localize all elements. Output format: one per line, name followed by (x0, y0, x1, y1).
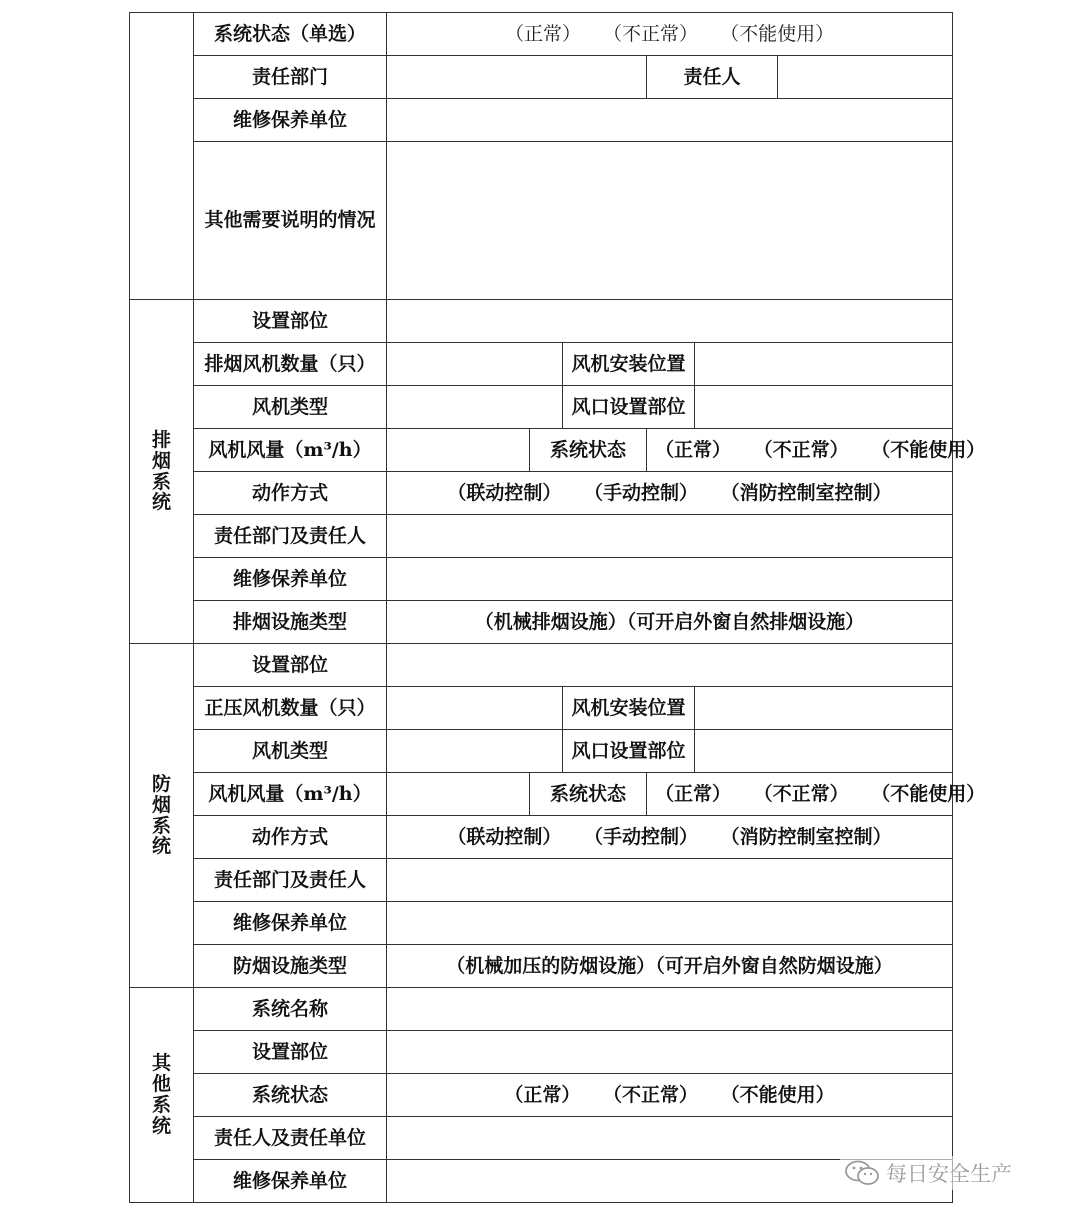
status-option-normal[interactable]: （正常） (504, 1083, 581, 1106)
prevention-airflow-field[interactable] (387, 773, 530, 816)
status-option-abnormal[interactable]: （不正常） (603, 22, 699, 45)
general-person-label: 责任人 (647, 56, 778, 99)
status-option-normal[interactable]: （正常） (655, 782, 732, 805)
other-status-options[interactable] (387, 1074, 953, 1117)
action-option-linked[interactable]: （联动控制） (447, 481, 562, 504)
exhaust-status-options[interactable] (647, 429, 986, 472)
prevention-vent-location-field[interactable] (695, 730, 953, 773)
exhaust-airflow-field[interactable] (387, 429, 530, 472)
prevention-airflow-label: 风机风量（m³/h） (194, 773, 387, 816)
exhaust-resp-field[interactable] (387, 515, 953, 558)
other-maint-label: 维修保养单位 (194, 1160, 387, 1203)
prevention-maint-label: 维修保养单位 (194, 902, 387, 945)
inspection-form-table (129, 12, 986, 1203)
exhaust-vent-location-field[interactable] (695, 386, 953, 429)
exhaust-action-label: 动作方式 (194, 472, 387, 515)
prevention-facility-type-label: 防烟设施类型 (194, 945, 387, 988)
action-option-control-room[interactable]: （消防控制室控制） (720, 825, 892, 848)
prevention-location-field[interactable] (387, 644, 953, 687)
status-option-normal[interactable]: （正常） (504, 22, 581, 45)
prevention-facility-type-options[interactable]: （机械加压的防烟设施）（可开启外窗自然防烟设施） (387, 945, 953, 988)
general-status-label: 系统状态（单选） (194, 13, 387, 56)
general-section-cell (130, 13, 194, 300)
prevention-maint-field[interactable] (387, 902, 953, 945)
prevention-fan-install-field[interactable] (695, 687, 953, 730)
wechat-icon (844, 1159, 880, 1187)
prevention-action-label: 动作方式 (194, 816, 387, 859)
prevention-location-label: 设置部位 (194, 644, 387, 687)
other-status-label: 系统状态 (194, 1074, 387, 1117)
status-option-unusable[interactable]: （不能使用） (720, 1083, 835, 1106)
exhaust-facility-type-options[interactable]: （机械排烟设施）（可开启外窗自然排烟设施） (387, 601, 953, 644)
action-option-manual[interactable]: （手动控制） (584, 825, 699, 848)
exhaust-location-field[interactable] (387, 300, 953, 343)
smoke-prevention-section-title: 防烟系统 (130, 644, 194, 988)
prevention-resp-field[interactable] (387, 859, 953, 902)
exhaust-fan-type-label: 风机类型 (194, 386, 387, 429)
status-option-unusable[interactable]: （不能使用） (720, 22, 835, 45)
other-resp-field[interactable] (387, 1117, 953, 1160)
prevention-fan-count-field[interactable] (387, 687, 563, 730)
exhaust-location-label: 设置部位 (194, 300, 387, 343)
exhaust-fan-type-field[interactable] (387, 386, 563, 429)
status-option-abnormal[interactable]: （不正常） (753, 438, 849, 461)
status-option-abnormal[interactable]: （不正常） (753, 782, 849, 805)
exhaust-action-options[interactable] (387, 472, 953, 515)
watermark-text: 每日安全生产 (886, 1162, 1012, 1186)
prevention-resp-label: 责任部门及责任人 (194, 859, 387, 902)
exhaust-fan-count-label: 排烟风机数量（只） (194, 343, 387, 386)
prevention-fan-type-field[interactable] (387, 730, 563, 773)
exhaust-resp-label: 责任部门及责任人 (194, 515, 387, 558)
general-other-label: 其他需要说明的情况 (194, 142, 387, 300)
prevention-fan-install-label: 风机安装位置 (563, 687, 695, 730)
general-other-field[interactable] (387, 142, 953, 300)
prevention-fan-type-label: 风机类型 (194, 730, 387, 773)
other-location-field[interactable] (387, 1031, 953, 1074)
exhaust-fan-install-field[interactable] (695, 343, 953, 386)
prevention-status-options[interactable] (647, 773, 986, 816)
prevention-status-label: 系统状态 (530, 773, 647, 816)
other-name-field[interactable] (387, 988, 953, 1031)
general-status-options[interactable] (387, 13, 953, 56)
exhaust-airflow-label: 风机风量（m³/h） (194, 429, 387, 472)
smoke-exhaust-section-title: 排烟系统 (130, 300, 194, 644)
status-option-normal[interactable]: （正常） (655, 438, 732, 461)
other-section-title: 其他系统 (130, 988, 194, 1203)
general-dept-field[interactable] (387, 56, 647, 99)
action-option-linked[interactable]: （联动控制） (447, 825, 562, 848)
exhaust-status-label: 系统状态 (530, 429, 647, 472)
status-option-unusable[interactable]: （不能使用） (871, 782, 986, 805)
other-location-label: 设置部位 (194, 1031, 387, 1074)
other-resp-label: 责任人及责任单位 (194, 1117, 387, 1160)
general-maint-label: 维修保养单位 (194, 99, 387, 142)
general-maint-field[interactable] (387, 99, 953, 142)
watermark (840, 1156, 1016, 1190)
prevention-fan-count-label: 正压风机数量（只） (194, 687, 387, 730)
general-person-field[interactable] (778, 56, 953, 99)
exhaust-fan-count-field[interactable] (387, 343, 563, 386)
exhaust-maint-label: 维修保养单位 (194, 558, 387, 601)
prevention-action-options[interactable] (387, 816, 953, 859)
status-option-abnormal[interactable]: （不正常） (603, 1083, 699, 1106)
action-option-manual[interactable]: （手动控制） (584, 481, 699, 504)
general-dept-label: 责任部门 (194, 56, 387, 99)
exhaust-fan-install-label: 风机安装位置 (563, 343, 695, 386)
status-option-unusable[interactable]: （不能使用） (871, 438, 986, 461)
exhaust-vent-location-label: 风口设置部位 (563, 386, 695, 429)
other-name-label: 系统名称 (194, 988, 387, 1031)
prevention-vent-location-label: 风口设置部位 (563, 730, 695, 773)
action-option-control-room[interactable]: （消防控制室控制） (720, 481, 892, 504)
exhaust-facility-type-label: 排烟设施类型 (194, 601, 387, 644)
exhaust-maint-field[interactable] (387, 558, 953, 601)
